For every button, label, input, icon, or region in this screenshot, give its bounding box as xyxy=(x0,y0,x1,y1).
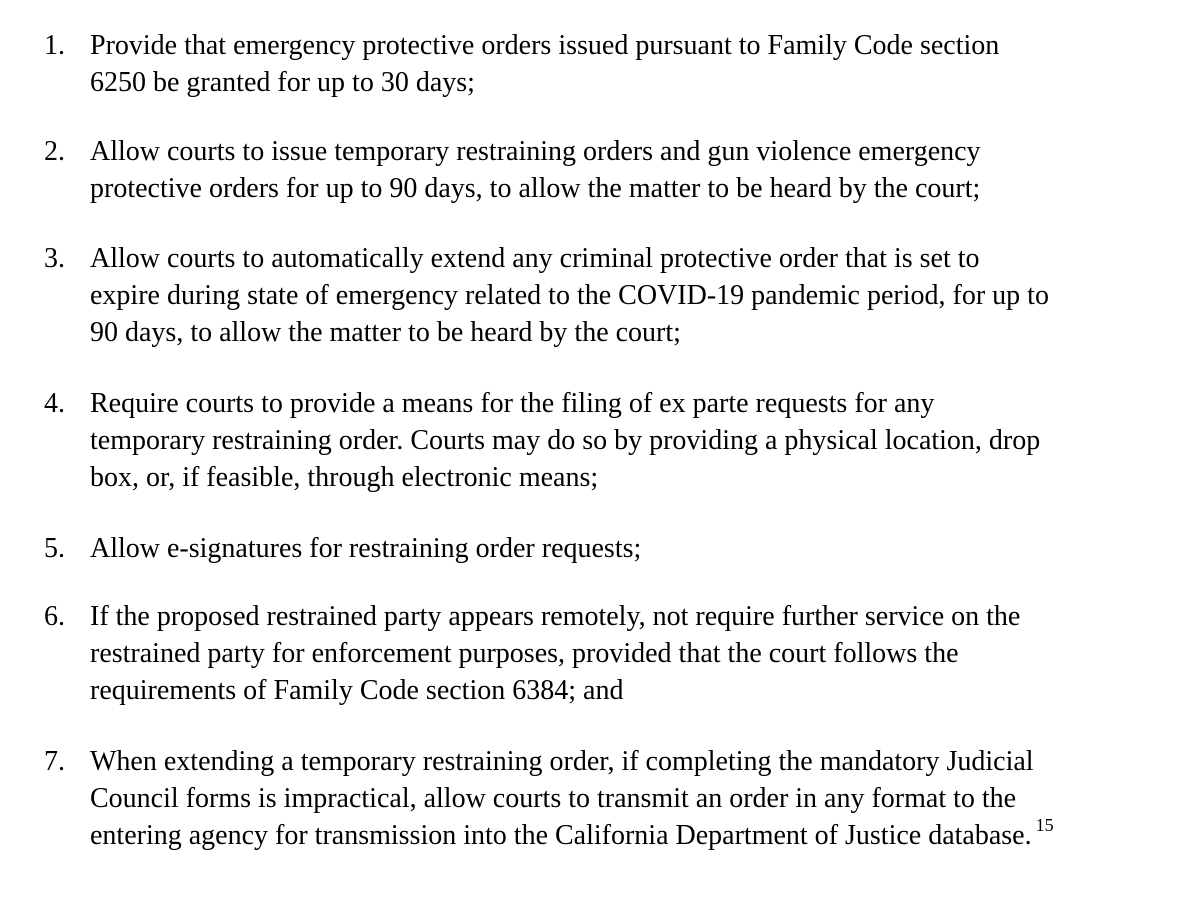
item-text-line-last xyxy=(90,817,1054,854)
item-text-line: Require courts to provide a means for the filing of ex parte requests for any xyxy=(90,388,935,419)
item-number: 3. xyxy=(44,243,65,274)
item-number: 1. xyxy=(44,30,65,61)
item-text-line: If the proposed restrained party appears remotely, not require further service on the xyxy=(90,601,1021,632)
item-text-line: Allow courts to issue temporary restraining orders and gun violence emergency xyxy=(90,136,981,167)
item-number: 2. xyxy=(44,136,65,167)
item-number: 5. xyxy=(44,533,65,564)
item-number: 4. xyxy=(44,388,65,419)
item-text-line: temporary restraining order. Courts may do so by providing a physical location, drop xyxy=(90,425,1041,456)
item-text-line: restrained party for enforcement purposes, provided that the court follows the xyxy=(90,638,959,669)
item-text-line: protective orders for up to 90 days, to allow the matter to be heard by the court; xyxy=(90,173,981,204)
item-text-line: 6250 be granted for up to 30 days; xyxy=(90,67,475,98)
item-text-line: Council forms is impractical, allow courts to transmit an order in any format to the xyxy=(90,783,1017,814)
item-text-line: expire during state of emergency related to the COVID-19 pandemic period, for up to xyxy=(90,280,1049,311)
item-text-line: When extending a temporary restraining order, if completing the mandatory Judicial xyxy=(90,746,1034,777)
item-number: 7. xyxy=(44,746,65,777)
item-text-line: box, or, if feasible, through electronic means; xyxy=(90,462,599,493)
item-text: entering agency for transmission into the California Department of Justice database. xyxy=(90,820,1032,851)
item-text-line: Provide that emergency protective orders issued pursuant to Family Code section xyxy=(90,30,1000,61)
item-text-line: Allow courts to automatically extend any criminal protective order that is set to xyxy=(90,243,980,274)
footnote-reference[interactable]: 15 xyxy=(1035,815,1054,835)
item-text-line: 90 days, to allow the matter to be heard by the court; xyxy=(90,317,681,348)
item-text-line: Allow e-signatures for restraining order requests; xyxy=(90,533,642,564)
item-text-line: requirements of Family Code section 6384; and xyxy=(90,675,624,706)
item-number: 6. xyxy=(44,601,65,632)
